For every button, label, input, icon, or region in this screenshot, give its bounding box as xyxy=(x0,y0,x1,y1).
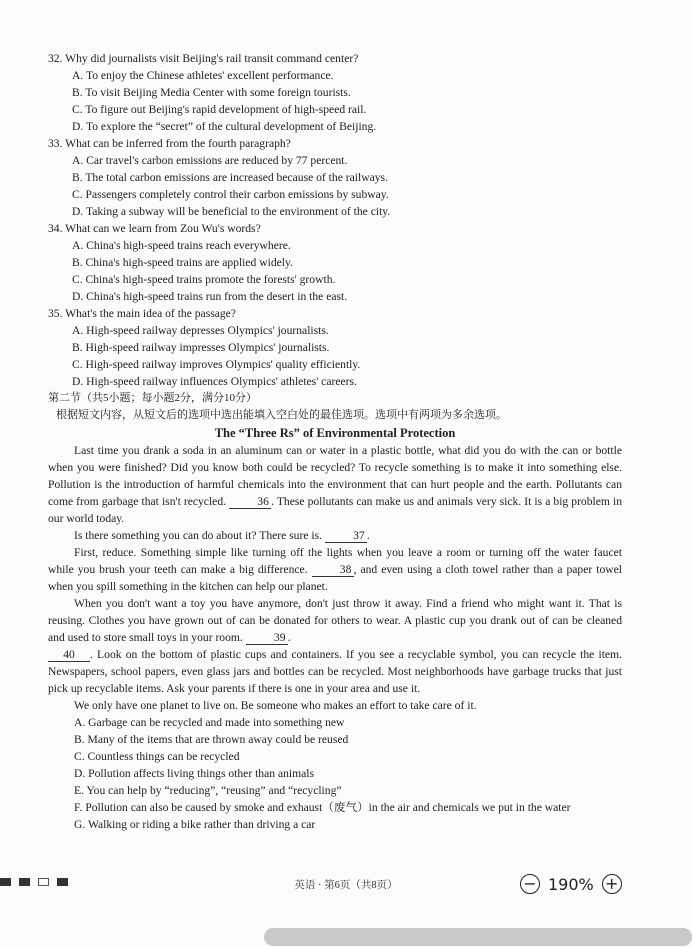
option: A. China's high-speed trains reach everywhere. xyxy=(72,239,291,252)
option: A. To enjoy the Chinese athletes' excellent performance. xyxy=(72,69,334,82)
zoom-out-button[interactable] xyxy=(520,874,540,894)
zoom-control xyxy=(520,874,622,894)
passage-paragraph: Last time you drank a soda in an aluminum can or water in a plastic bottle, what did you do with the can or bottle when you were finished? Did you know both could be recycled? To recycle something is to make it into something else. Pollution is the introduction of harmful chemicals into the environment that can hurt people and the earth. Pollutants can come from garbage that isn't recycled. 36 . These pollutants can make us and animals very sick. It is a big problem in our world today. xyxy=(48,444,622,525)
option: D. China's high-speed trains run from the desert in the east. xyxy=(72,290,348,303)
option: C. To figure out Beijing's rapid development of high-speed rail. xyxy=(72,103,367,116)
blank-40: 40 xyxy=(48,648,90,662)
option: A. Car travel's carbon emissions are reduced by 77 percent. xyxy=(72,154,348,167)
blank-37: 37 xyxy=(325,529,367,543)
option: D. High-speed railway influences Olympics' athletes' careers. xyxy=(72,375,357,388)
option: B. To visit Beijing Media Center with some foreign tourists. xyxy=(72,86,351,99)
passage-paragraph: First, reduce. Something simple like turning off the lights when you leave a room or turning off the water faucet while you brush your teeth can make a big difference. 38 , and even using a cloth towel rather than a paper towel when you spill something in the kitchen can help our planet. xyxy=(48,546,622,593)
blank-36: 36 xyxy=(229,495,271,509)
question-stem: 34. What can we learn from Zou Wu's words? xyxy=(48,222,261,235)
passage-title: The “Three Rs” of Environmental Protection xyxy=(214,426,456,440)
question-stem: 32. Why did journalists visit Beijing's rail transit command center? xyxy=(48,52,359,65)
option: D. Taking a subway will be beneficial to the environment of the city. xyxy=(72,205,391,218)
horizontal-scrollbar[interactable] xyxy=(264,928,692,946)
zoom-level: 190% xyxy=(548,874,594,894)
option: C. Passengers completely control their carbon emissions by subway. xyxy=(72,188,389,201)
option: B. China's high-speed trains are applied widely. xyxy=(72,256,293,269)
option: B. High-speed railway impresses Olympics' journalists. xyxy=(72,341,330,354)
blank-39: 39 xyxy=(246,631,288,645)
choice-option: G. Walking or riding a bike rather than driving a car xyxy=(74,818,316,831)
question-stem: 33. What can be inferred from the fourth paragraph? xyxy=(48,137,291,150)
option: C. China's high-speed trains promote the forests' growth. xyxy=(72,273,336,286)
passage-paragraph: 40 . Look on the bottom of plastic cups and containers. If you see a recyclable symbol, you can recycle the item. Newspapers, school papers, even glass jars and bottles can be recycled. Most neighborhoods have garbage trucks that just pick up recyclable items. Ask your parents if there is one in your area and use it. xyxy=(48,648,622,695)
zoom-in-button[interactable] xyxy=(602,874,622,894)
choice-option: B. Many of the items that are thrown away could be reused xyxy=(74,733,349,746)
blank-38: 38 xyxy=(312,563,354,577)
page-number-label: 英语 · 第6页（共8页） xyxy=(294,880,398,891)
choice-option: C. Countless things can be recycled xyxy=(74,750,240,763)
choice-option: D. Pollution affects living things other than animals xyxy=(74,767,315,780)
section-heading: 第二节（共5小题；每小题2分，满分10分） xyxy=(48,392,257,404)
option: C. High-speed railway improves Olympics' quality efficiently. xyxy=(72,358,361,371)
option: B. The total carbon emissions are increased because of the railways. xyxy=(72,171,388,184)
option: A. High-speed railway depresses Olympics' journalists. xyxy=(72,324,329,337)
choice-option: F. Pollution can also be caused by smoke and exhaust（废气）in the air and chemicals we put in the water xyxy=(74,801,571,814)
choice-option: A. Garbage can be recycled and made into something new xyxy=(74,716,345,729)
section-instruction: 根据短文内容，从短文后的选项中选出能填入空白处的最佳选项。选项中有两项为多余选项。 xyxy=(56,409,507,421)
plus-icon: + xyxy=(605,874,619,893)
minus-icon: − xyxy=(523,874,537,893)
option: D. To explore the “secret” of the cultural development of Beijing. xyxy=(72,120,377,133)
document-content xyxy=(48,50,622,833)
question-stem: 35. What's the main idea of the passage? xyxy=(48,307,236,320)
passage-paragraph: Is there something you can do about it? There sure is. 37 . xyxy=(74,529,370,542)
choice-option: E. You can help by “reducing”, “reusing” and “recycling” xyxy=(74,784,342,797)
passage-paragraph: We only have one planet to live on. Be someone who makes an effort to take care of it. xyxy=(74,699,477,712)
passage-paragraph: When you don't want a toy you have anymore, don't just throw it away. Find a friend who might want it. That is reusing. Clothes you have grown out of can be donated for others to wear. A plastic cup you drank out of can be cleaned and used to store small toys in your room. 39 . xyxy=(48,597,622,644)
